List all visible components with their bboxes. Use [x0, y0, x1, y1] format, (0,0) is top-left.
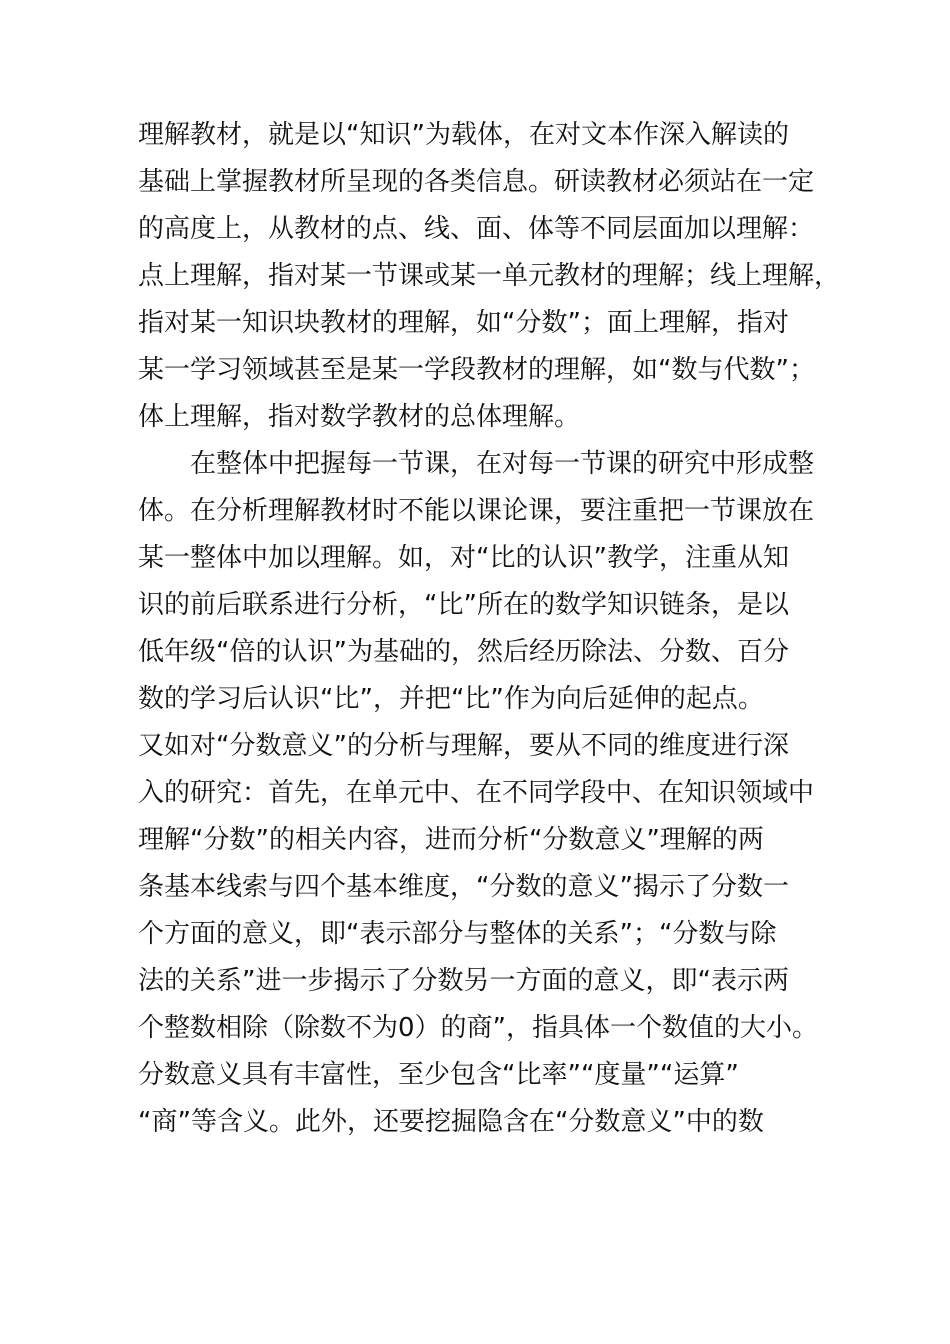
text-line: 法的关系”进一步揭示了分数另一方面的意义，即“表示两	[138, 966, 789, 996]
text-line: 数的学习后认识“比”，并把“比”作为向后延伸的起点。	[138, 684, 764, 714]
paragraph-1	[138, 112, 841, 441]
text-line: 条基本线索与四个基本维度，“分数的意义”揭示了分数一	[138, 872, 789, 902]
text-line: 个方面的意义，即“表示部分与整体的关系”；“分数与除	[138, 919, 777, 949]
text-line: 的高度上，从教材的点、线、面、体等不同层面加以理解：	[138, 214, 815, 244]
text-line: 某一整体中加以理解。如，对“比的认识”教学，注重从知	[138, 543, 789, 573]
text-line: 指对某一知识块教材的理解，如“分数”；面上理解，指对	[138, 308, 789, 338]
text-line: 分数意义具有丰富性，至少包含“比率”“度量”“运算”	[138, 1060, 739, 1090]
text-line: 体。在分析理解教材时不能以课论课，要注重把一节课放在	[138, 496, 815, 526]
body-text	[138, 112, 841, 1146]
paragraph-2	[138, 441, 818, 1146]
text-line: 低年级“倍的认识”为基础的，然后经历除法、分数、百分	[138, 637, 789, 667]
text-line: 基础上掌握教材所呈现的各类信息。研读教材必须站在一定	[138, 167, 815, 197]
text-line: 点上理解，指对某一节课或某一单元教材的理解；线上理解，	[138, 261, 841, 291]
text-line: 又如对“分数意义”的分析与理解，要从不同的维度进行深	[138, 731, 789, 761]
text-line: 理解教材，就是以“知识”为载体，在对文本作深入解读的	[138, 120, 789, 150]
text-line: 在整体中把握每一节课，在对每一节课的研究中形成整	[138, 449, 815, 479]
text-line: 体上理解，指对数学教材的总体理解。	[138, 402, 581, 432]
text-line: 个整数相除（除数不为0）的商”，指具体一个数值的大小。	[138, 1013, 819, 1043]
text-line: 识的前后联系进行分析，“比”所在的数学知识链条，是以	[138, 590, 789, 620]
text-line: “商”等含义。此外，还要挖掘隐含在“分数意义”中的数	[138, 1107, 764, 1137]
text-line: 理解“分数”的相关内容，进而分析“分数意义”理解的两	[138, 825, 764, 855]
text-line: 入的研究：首先，在单元中、在不同学段中、在知识领域中	[138, 778, 815, 808]
text-line: 某一学习领域甚至是某一学段教材的理解，如“数与代数”；	[138, 355, 815, 385]
